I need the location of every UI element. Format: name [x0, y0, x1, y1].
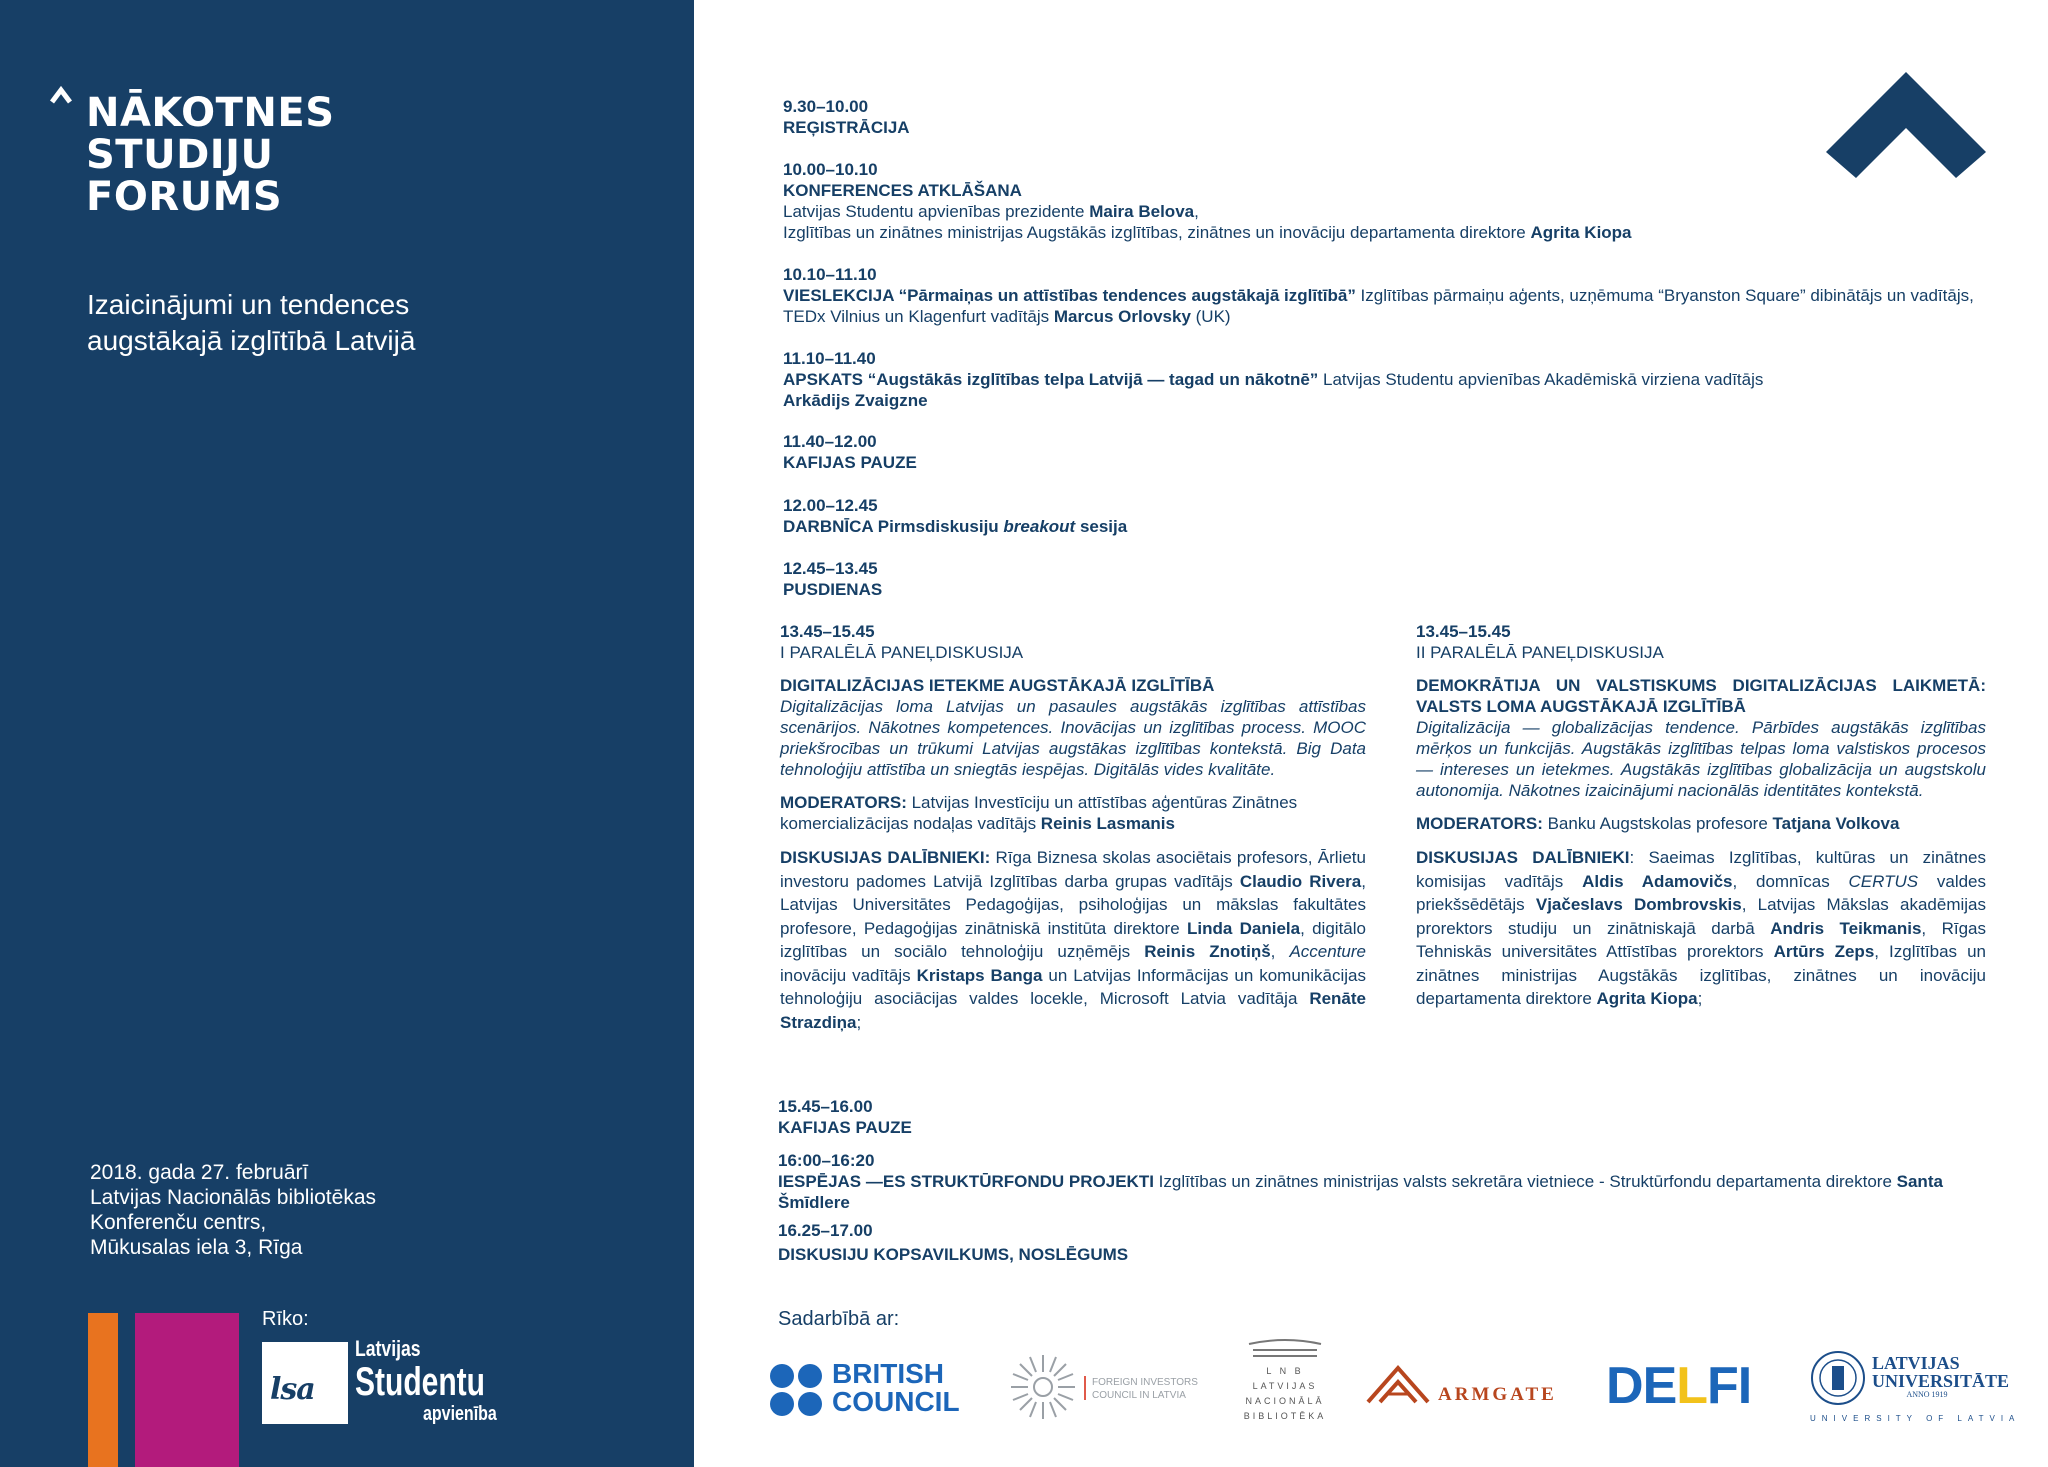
- program-closing: [778, 1220, 1128, 1265]
- venue-date: 2018. gada 27. februārī: [90, 1161, 309, 1184]
- partner-armgate-logo: [1366, 1364, 1566, 1410]
- session-time: 16:00–16:20: [778, 1151, 875, 1170]
- panel-description: Digitalizācijas loma Latvijas un pasaules augstākās izglītības attīstības scenārijos. Nākotnes kompetences. Inovācijas un izglītības process. MOOC priekšrocības un trūkumi Latvijas augstākas izglītības kontekstā. Big Data tehnoloģiju attīstība un sniegtās iespējas. Digitālās vides kvalitāte.: [780, 697, 1366, 779]
- participant-role: , Latvijas Universitātes Pedagoģijas, psiholoģijas un mākslas fakultātes profesore, Pedagoģijas zinātniskā institūta direktore: [780, 871, 1366, 938]
- fic-wordmark: [1092, 1376, 1198, 1402]
- lsa-logo-text: [355, 1338, 528, 1424]
- logo-line: FOREIGN INVESTORS: [1092, 1377, 1198, 1388]
- lnb-wordmark: [1242, 1364, 1328, 1424]
- title-part-italic: breakout: [1003, 517, 1076, 536]
- session-time: 15.45–16.00: [778, 1097, 873, 1116]
- armgate-wordmark: ARMGATE: [1438, 1384, 1557, 1405]
- session-body: [783, 369, 1993, 390]
- session-time: 10.10–11.10: [783, 265, 877, 284]
- session-title: KAFIJAS PAUZE: [778, 1118, 912, 1137]
- panel-1: [780, 621, 1366, 1034]
- moderator-role: Latvijas Investīciju un attīstības aģentūras Zinātnes komercializācijas nodaļas vadītājs: [780, 793, 1298, 833]
- participant-name: Claudio Rivera: [1239, 871, 1362, 891]
- session-time: 12.00–12.45: [783, 496, 878, 515]
- delfi-letter: D: [1606, 1357, 1643, 1415]
- panel-label: I PARALĒLĀ PANEĻDISKUSIJA: [780, 643, 1024, 662]
- moderator-label: MODERATORS:: [1416, 814, 1543, 833]
- sunburst-icon: [1008, 1352, 1078, 1422]
- program-coffee-break-1: [783, 431, 917, 473]
- lsa-logo-letters: lsa: [270, 1372, 315, 1407]
- session-speaker: [783, 201, 2013, 222]
- divider: [1084, 1376, 1086, 1400]
- participant-name: Vjačeslavs Dombrovskis: [1535, 895, 1742, 914]
- british-council-wordmark: [832, 1360, 960, 1416]
- participant-name: Aldis Adamovičs: [1582, 871, 1733, 891]
- speaker-country: (UK): [1190, 307, 1231, 326]
- delfi-letter: L: [1676, 1357, 1708, 1415]
- participant-role: , Latvijas Mākslas akadēmijas prorektors studiju un zinātniskajā darbā: [1416, 895, 1986, 938]
- session-title: APSKATS “Augstākās izglītības telpa Latvijā — tagad un nākotnē”: [783, 370, 1319, 389]
- lu-english-name: UNIVERSITY OF LATVIA: [1810, 1414, 2021, 1423]
- participant-name: Agrita Kiopa: [1596, 989, 1698, 1008]
- participant-role: inovāciju vadītājs: [780, 965, 917, 985]
- logo-line: STUDIJU: [86, 132, 274, 178]
- logo-line: LATVIJAS: [1872, 1353, 1960, 1373]
- decor-bar-magenta: [135, 1313, 239, 1467]
- program-workshop: [783, 495, 1127, 537]
- lsa-logo-mark: [262, 1342, 348, 1424]
- participant-name: Andris Teikmanis: [1770, 918, 1922, 938]
- program-lunch: [783, 558, 882, 600]
- participant-role: , domnīcas: [1732, 871, 1849, 891]
- participant-role: , Izglītības un zinātnes ministrijas Augstākās izglītības, zinātnes un inovāciju departamenta direktore: [1416, 942, 1986, 1008]
- organizer-label: Rīko:: [262, 1308, 309, 1330]
- logo-line: ANNO 1919: [1906, 1390, 1948, 1399]
- session-time: 16.25–17.00: [778, 1221, 873, 1240]
- session-time: 11.40–12.00: [783, 432, 877, 451]
- moderator-label: MODERATORS:: [780, 793, 907, 812]
- session-time: 9.30–10.00: [783, 97, 869, 116]
- speaker-name: Marcus Orlovsky: [1053, 307, 1191, 326]
- panel-participants: [780, 846, 1366, 1034]
- lsa-logo-line: apvienība: [423, 1403, 497, 1425]
- participant-name: Renāte Strazdiņa: [780, 989, 1366, 1032]
- session-title: KONFERENCES ATKLĀŠANA: [783, 181, 1022, 200]
- title-part: sesija: [1075, 517, 1128, 536]
- speaker-role: Izglītības pārmaiņu aģents, uzņēmuma “Bryanston Square” dibinātājs un vadītājs, TEDx Vilnius un Klagenfurt vadītājs: [783, 286, 1974, 326]
- session-title: DISKUSIJU KOPSAVILKUMS, NOSLĒGUMS: [778, 1245, 1129, 1264]
- panel-2: [1416, 621, 1986, 1011]
- partner-british-council-logo: [768, 1360, 968, 1420]
- participants-label: DISKUSIJAS DALĪBNIEKI: [1416, 848, 1630, 867]
- program-projects: [778, 1150, 1978, 1213]
- panel-moderator: [1416, 813, 1986, 834]
- partner-delfi-logo: [1606, 1358, 1766, 1414]
- punct: ,: [1270, 942, 1290, 961]
- program-overview: [783, 348, 1993, 411]
- speaker-name: Agrita Kiopa: [1530, 223, 1632, 242]
- venue-line: Konferenču centrs,: [90, 1211, 267, 1234]
- speaker-name: Arkādijs Zvaigzne: [783, 391, 928, 410]
- caret-up-icon: [50, 84, 72, 106]
- lsa-logo-line: Latvijas: [355, 1336, 421, 1361]
- logo-line: FORUMS: [86, 174, 283, 220]
- program-lecture: [783, 264, 1993, 327]
- logo-line: BIBLIOTĒKA: [1243, 1411, 1327, 1421]
- speaker-name: Santa Šmīdlere: [778, 1172, 1943, 1212]
- speaker-role: Izglītības un zinātnes ministrijas valsts sekretāra vietniece - Struktūrfondu departamenta direktore: [1153, 1172, 1897, 1191]
- participant-name: Kristaps Banga: [916, 965, 1043, 985]
- participant-role: : Saeimas Izglītības, kultūras un zinātnes komisijas vadītājs: [1416, 848, 1986, 891]
- speaker-role: Latvijas Studentu apvienības Akadēmiskā virziena vadītājs: [1318, 370, 1764, 389]
- company-name: Accenture: [1289, 942, 1366, 961]
- delfi-letter: E: [1642, 1357, 1677, 1415]
- moderator-role: Banku Augstskolas profesore: [1542, 814, 1773, 833]
- logo-line: COUNCIL IN LATVIA: [1092, 1390, 1186, 1401]
- speaker-role: Latvijas Studentu apvienības prezidente: [783, 202, 1090, 221]
- participant-role: valdes priekšsēdētājs: [1416, 871, 1987, 914]
- logo-line: L N B: [1266, 1366, 1304, 1376]
- participant-name: Reinis Znotiņš: [1144, 942, 1271, 961]
- panel-title: DIGITALIZĀCIJAS IETEKME AUGSTĀKAJĀ IZGLĪTĪBĀ: [780, 676, 1215, 695]
- punct: ;: [1697, 989, 1703, 1008]
- partner-fic-logo: [1008, 1352, 1208, 1422]
- session-time: 12.45–13.45: [783, 559, 878, 578]
- speaker-name: Maira Belova: [1089, 202, 1195, 221]
- logo-line: BRITISH: [832, 1358, 944, 1389]
- forum-subtitle: [87, 287, 415, 359]
- forum-logo-title: [86, 92, 335, 218]
- company-name: CERTUS: [1848, 871, 1919, 891]
- speaker-role: Izglītības un zinātnes ministrijas Augstākās izglītības, zinātnes un inovāciju departamenta direktore: [783, 223, 1531, 242]
- delfi-letter: I: [1737, 1357, 1752, 1415]
- participant-role: , Rīgas Tehniskās universitātes Attīstības prorektors: [1416, 918, 1987, 961]
- session-title: [783, 516, 1127, 537]
- participants-label: DISKUSIJAS DALĪBNIEKI:: [780, 848, 991, 867]
- decor-bar-orange: [88, 1313, 118, 1467]
- session-speaker: [783, 222, 2013, 243]
- punct: ,: [1194, 202, 1199, 221]
- participant-role: Rīga Biznesa skolas asociētais profesors, Ārlietu investoru padomes Latvijā Izglītības darba grupas vadītājs: [780, 848, 1366, 891]
- panel-moderator: [780, 792, 1366, 834]
- session-title: IESPĒJAS —ES STRUKTŪRFONDU PROJEKTI: [778, 1172, 1154, 1191]
- session-body: [778, 1171, 1978, 1213]
- moderator-name: Reinis Lasmanis: [1040, 814, 1175, 833]
- session-time: 10.00–10.10: [783, 160, 878, 179]
- session-title: PUSDIENAS: [783, 580, 883, 599]
- session-body: [783, 285, 1993, 327]
- lsa-logo-line: Studentu: [355, 1360, 485, 1404]
- title-part: DARBNĪCA Pirmsdiskusiju: [783, 517, 1004, 536]
- venue-info: [90, 1160, 376, 1260]
- program-coffee-break-2: [778, 1096, 912, 1138]
- logo-line: NĀKOTNES: [86, 90, 335, 136]
- logo-line: NACIONĀLĀ: [1245, 1396, 1325, 1406]
- partners-label: Sadarbībā ar:: [778, 1308, 900, 1330]
- moderator-name: Tatjana Volkova: [1772, 814, 1900, 833]
- participant-role: , digitālo izglītības un sociālo tehnoloģiju uzņēmējs: [780, 918, 1366, 961]
- session-time: 11.10–11.40: [783, 349, 876, 368]
- venue-line: Latvijas Nacionālās bibliotēkas: [90, 1186, 376, 1209]
- subtitle-line: augstākajā izglītībā Latvijā: [87, 325, 416, 356]
- delfi-letter: F: [1707, 1357, 1738, 1415]
- program-opening: [783, 159, 2013, 243]
- logo-line: LATVIJAS: [1252, 1381, 1318, 1391]
- session-time: 13.45–15.45: [1416, 622, 1511, 641]
- participant-role: un Latvijas Informācijas un komunikācijas tehnoloģiju asociācijas valdes locekle, Microsoft Latvia vadītāja: [780, 965, 1366, 1008]
- lu-wordmark: [1872, 1354, 2009, 1400]
- armgate-peak-icon: [1366, 1364, 1430, 1404]
- participant-name: Artūrs Zeps: [1773, 942, 1875, 961]
- session-time: 13.45–15.45: [780, 622, 875, 641]
- punct: ;: [856, 1012, 862, 1032]
- panel-label: II PARALĒLĀ PANEĻDISKUSIJA: [1416, 643, 1664, 662]
- lnb-roof-icon: [1245, 1336, 1325, 1360]
- panel-description: Digitalizācija — globalizācijas tendence. Pārbīdes augstākās izglītības mērķos un funkcijās. Augstākās izglītības telpas loma valstiskos procesos — intereses un ietekmes. Augstākās izglītības globalizācija un augstskolu autonomija. Nākotnes izaicinājumi nacionālās identitātes kontekstā.: [1416, 718, 1986, 800]
- session-title: KAFIJAS PAUZE: [783, 453, 917, 472]
- session-title: REĢISTRĀCIJA: [783, 118, 910, 137]
- panel-participants: [1416, 846, 1986, 1011]
- venue-address: Mūkusalas iela 3, Rīga: [90, 1236, 303, 1259]
- logo-line: UNIVERSITĀTE: [1872, 1371, 2010, 1391]
- logo-line: COUNCIL: [832, 1386, 960, 1417]
- subtitle-line: Izaicinājumi un tendences: [87, 289, 410, 320]
- partner-lu-logo: [1810, 1350, 2020, 1430]
- participant-name: Linda Daniela: [1186, 918, 1301, 938]
- partner-lnb-logo: [1242, 1336, 1328, 1430]
- program-registration: [783, 96, 910, 138]
- british-council-dots-icon: [768, 1362, 828, 1418]
- panel-title: DEMOKRĀTIJA UN VALSTISKUMS DIGITALIZĀCIJAS LAIKMETĀ: VALSTS LOMA AUGSTĀKAJĀ IZGLĪTĪBĀ: [1416, 676, 1986, 716]
- lu-seal-icon: [1810, 1350, 1866, 1406]
- left-panel: [0, 0, 694, 1467]
- session-title: VIESLEKCIJA “Pārmaiņas un attīstības tendences augstākajā izglītībā”: [783, 286, 1356, 305]
